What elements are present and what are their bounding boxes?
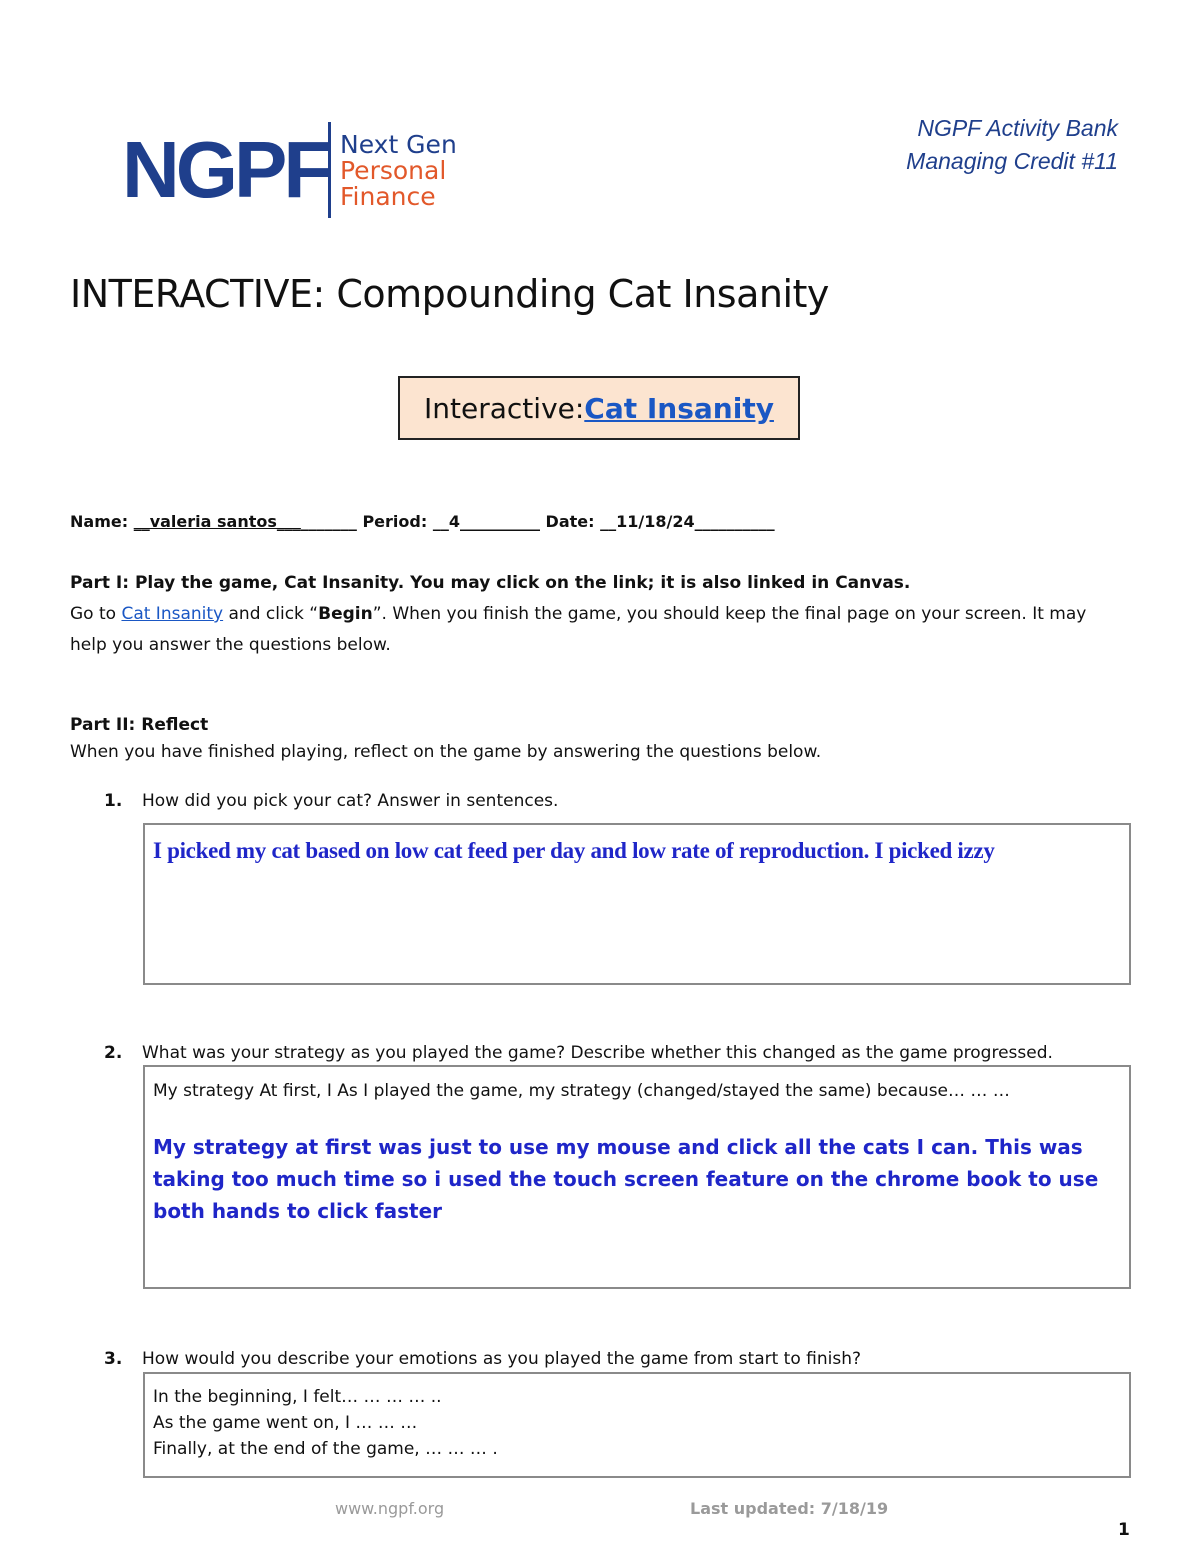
answer-2-text: My strategy at first was just to use my mouse and click all the cats I can. This was taking too much time so i used the touch screen feature on the chrome book to use both hands to click faster	[153, 1135, 1099, 1223]
activity-bank-label: NGPF Activity Bank	[917, 115, 1118, 141]
ngpf-logo	[122, 120, 462, 220]
part2-heading: Part II: Reflect	[70, 715, 209, 735]
interactive-callout	[398, 376, 800, 440]
name-value[interactable]: __valeria santos___	[133, 512, 301, 531]
logo-divider	[328, 122, 331, 218]
period-value[interactable]: __4__________	[432, 512, 540, 531]
logo-line-finance: Finance	[340, 182, 436, 211]
question-3-text: How would you describe your emotions as you played the game from start to finish?	[142, 1349, 862, 1369]
page-title: INTERACTIVE: Compounding Cat Insanity	[70, 272, 829, 316]
question-2-text: What was your strategy as you played the game? Describe whether this changed as the game progressed.	[142, 1043, 1053, 1063]
part1-instructions	[70, 602, 1086, 626]
logo-wordmark: NGPF	[122, 125, 329, 214]
student-info-line	[70, 510, 775, 534]
name-label: Name:	[70, 512, 129, 531]
and-click-text: and click “	[223, 604, 319, 624]
question-3-number: 3.	[104, 1349, 123, 1369]
part2-intro: When you have finished playing, reflect on the game by answering the questions below.	[70, 742, 822, 762]
name-blank: _______	[300, 512, 357, 531]
page-number: 1	[1118, 1520, 1130, 1540]
date-value[interactable]: __11/18/24__________	[600, 512, 775, 531]
period-label: Period:	[362, 512, 428, 531]
answer-1-text: I picked my cat based on low cat feed per day and low rate of reproduction. I picked izzy	[153, 838, 995, 863]
part1-instructions-cont: help you answer the questions below.	[70, 635, 391, 655]
question-3-prompt-2: As the game went on, I … … …	[153, 1413, 418, 1433]
question-2-prompt: My strategy At first, I As I played the game, my strategy (changed/stayed the same) because… … …	[153, 1081, 1010, 1101]
question-1-text: How did you pick your cat? Answer in sentences.	[142, 791, 559, 811]
logo-line-personal: Personal	[340, 156, 447, 185]
footer-last-updated: Last updated: 7/18/19	[690, 1499, 889, 1518]
date-label: Date:	[545, 512, 595, 531]
logo-line-next-gen: Next Gen	[340, 130, 457, 159]
go-to-text: Go to	[70, 604, 122, 624]
callout-prefix: Interactive:	[424, 391, 585, 425]
instructions-rest: ”. When you finish the game, you should keep the final page on your screen. It may	[372, 604, 1087, 624]
question-2-number: 2.	[104, 1043, 123, 1063]
question-1-number: 1.	[104, 791, 123, 811]
part1-heading: Part I: Play the game, Cat Insanity. You may click on the link; it is also linked in Canvas.	[70, 573, 911, 593]
begin-text: Begin	[318, 604, 373, 624]
question-3-prompt-1: In the beginning, I felt… … … … ..	[153, 1387, 442, 1407]
footer-url[interactable]: www.ngpf.org	[335, 1499, 445, 1518]
question-3-prompt-3: Finally, at the end of the game, … … … .	[153, 1439, 498, 1459]
unit-label: Managing Credit #11	[906, 148, 1118, 174]
cat-insanity-inline-link[interactable]: Cat Insanity	[121, 604, 224, 624]
cat-insanity-link[interactable]: Cat Insanity	[584, 391, 774, 425]
